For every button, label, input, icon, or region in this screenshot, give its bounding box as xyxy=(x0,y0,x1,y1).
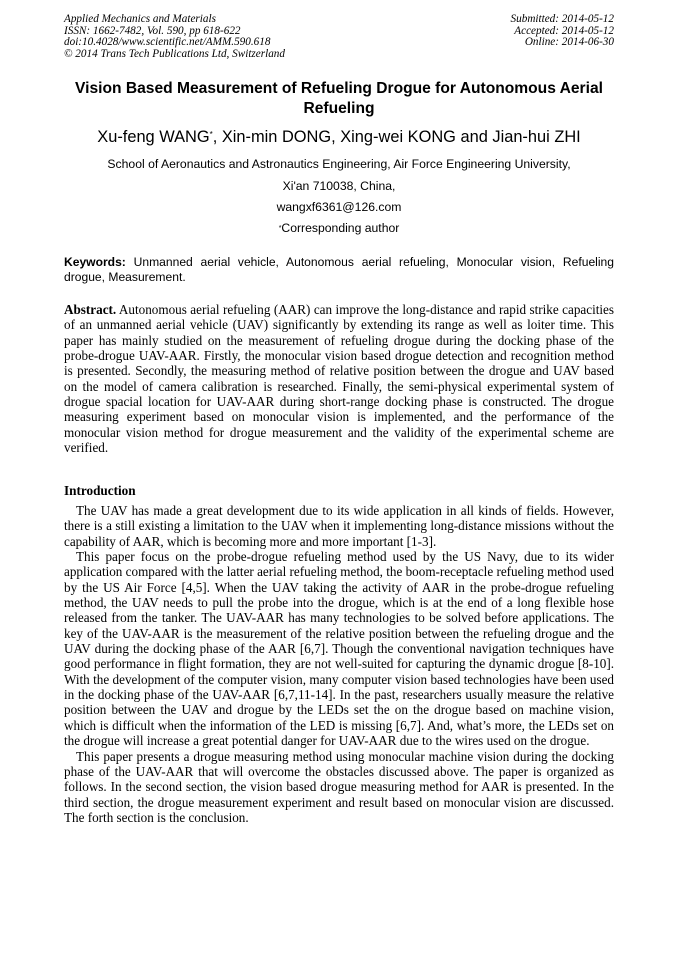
affiliation-line-1: School of Aeronautics and Astronautics Engineering, Air Force Engineering University, xyxy=(107,157,571,171)
issn-volume-pages: ISSN: 1662-7482, Vol. 590, pp 618-622 xyxy=(64,24,241,37)
section-heading-introduction: Introduction xyxy=(64,483,136,498)
author-email: wangxf6361@126.com xyxy=(276,200,402,214)
corresponding-note-text: Corresponding author xyxy=(281,221,400,235)
doi: doi:10.4028/www.scientific.net/AMM.590.618 xyxy=(64,36,271,49)
keywords-label: Keywords: xyxy=(64,255,126,269)
abstract xyxy=(64,302,614,455)
journal-name: Applied Mechanics and Materials xyxy=(64,13,216,25)
paper-title: Vision Based Measurement of Refueling Drogue for Autonomous Aerial Refueling xyxy=(75,80,603,117)
accepted-date: Accepted: 2014-05-12 xyxy=(514,24,614,37)
affiliation-line-2: Xi'an 710038, China, xyxy=(282,179,396,193)
online-date: Online: 2014-06-30 xyxy=(524,36,614,49)
corresponding-note xyxy=(64,221,614,236)
abstract-label: Abstract. xyxy=(64,302,117,317)
introduction-body xyxy=(64,503,614,825)
intro-paragraph-2: This paper focus on the probe-drogue refueling method used by the US Navy, due to its wider application compared with the latter aerial refueling method, the boom-receptacle refueling method used by the US Air Force [4,5]. When the UAV taking the activity of AAR in the probe-drogue refueling method, the UAV needs to pull the probe into the drogue, which is at the end of a long flexible hose released from the tanker. The UAV-AAR has many technologies to be solved before applications. The key of the UAV-AAR is the measurement of the relative position between the refueling drogue and the UAV during the docking phase of the AAR [6,7]. Though the conventional navigation techniques have good performance in flight formation, they are not well-suited for capturing the dynamic drogue [8-10]. With the development of the computer vision, many computer vision based technologies have been used in the docking phase of the UAV-AAR [6,7,11-14]. In the past, researchers usually measure the relative position between the UAV and drogue by the LEDs set the on the drogue based on machine vision, which is difficult when the information of the LED is missing [6,7]. And, what’s more, the LEDs set on the drogue will increase a great potential danger for UAV-AAR due to the wires used on the drogue. xyxy=(64,549,614,749)
dates-header xyxy=(511,14,614,49)
corresponding-mark: * xyxy=(209,130,213,139)
keywords-text: Unmanned aerial vehicle, Autonomous aerial refueling, Monocular vision, Refueling drogue, Measurement. xyxy=(64,255,614,285)
journal-info-header xyxy=(64,14,285,60)
first-author: Xu-feng WANG xyxy=(97,128,210,146)
corresponding-note-mark: * xyxy=(278,225,282,232)
author-list xyxy=(64,127,614,147)
submitted-date: Submitted: 2014-05-12 xyxy=(510,13,614,25)
intro-paragraph-1: The UAV has made a great development due to its wide application in all kinds of fields. However, there is a still existing a limitation to the UAV when it implementing long-distance missions without the capability of AAR, which is becoming more and more important [1-3]. xyxy=(64,503,614,549)
other-authors: , Xin-min DONG, Xing-wei KONG and Jian-hui ZHI xyxy=(212,128,581,146)
abstract-text: Autonomous aerial refueling (AAR) can improve the long-distance and rapid strike capacities of an unmanned aerial vehicle (UAV) significantly by extending its range as well as loiter time. This paper has mainly studied on the measurement of refueling drogue during the docking phase of the probe-drogue UAV-AAR. Firstly, the monocular vision based drogue detection and recognition method is presented. Secondly, the measuring method of relative position between the drogue and UAV based on the model of camera calibration is researched. Finally, the semi-physical experimental system of drogue spacial location for UAV-AAR during short-range docking phase is constructed. The drogue measuring experiment based on monocular vision is implemented, and the performance of the monocular vision method for drogue measurement and the validity of the experimental scheme are verified. xyxy=(64,302,614,456)
intro-paragraph-3: This paper presents a drogue measuring method using monocular machine vision during the docking phase of the UAV-AAR that will overcome the obstacles discussed above. The paper is organized as follows. In the second section, the vision based drogue measuring method for AAR is presented. In the third section, the drogue measurement experiment and result based on monocular vision are discussed. The forth section is the conclusion. xyxy=(64,748,614,825)
copyright: © 2014 Trans Tech Publications Ltd, Switzerland xyxy=(64,47,285,60)
keywords xyxy=(64,255,614,286)
